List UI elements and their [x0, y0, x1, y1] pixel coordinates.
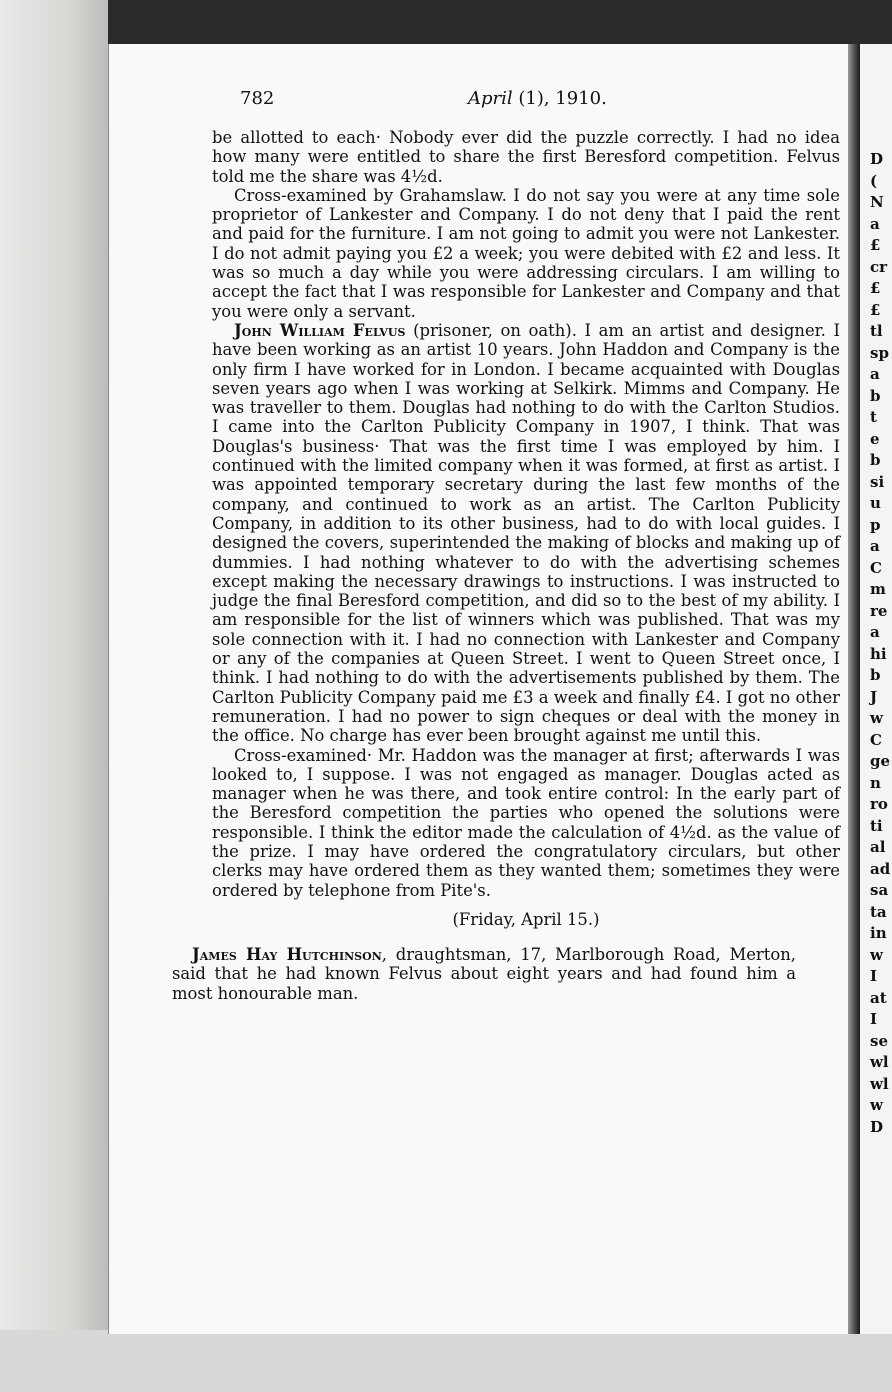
facing-page-letter: C	[870, 558, 882, 577]
facing-page-letter: si	[870, 472, 885, 491]
facing-page-letter: ta	[870, 902, 887, 921]
facing-page-letter: ge	[870, 752, 891, 770]
facing-page-letter: p	[870, 515, 881, 534]
facing-page-letter: b	[870, 666, 881, 684]
facing-page-letter: hi	[870, 644, 887, 663]
facing-page-letter: D	[870, 150, 884, 168]
facing-page-letter: a	[870, 214, 880, 233]
facing-page-letter: a	[870, 365, 880, 383]
facing-page-letter: w	[870, 1096, 883, 1114]
facing-page-letter: wl	[870, 1074, 889, 1093]
facing-page-letter: se	[870, 1031, 888, 1050]
scan-background-top	[0, 0, 892, 48]
facing-page-letter: I	[870, 1010, 878, 1028]
facing-page-letter: in	[870, 924, 887, 942]
facing-page-letter: t	[870, 408, 877, 426]
facing-page-letter: £	[870, 300, 881, 319]
facing-page-letter: ad	[870, 859, 891, 878]
facing-page-letter: m	[870, 580, 886, 598]
running-head-month: April	[468, 88, 513, 109]
facing-page-letter: a	[870, 537, 880, 555]
date-heading: (Friday, April 15.)	[452, 909, 600, 929]
page-header	[240, 88, 840, 114]
facing-page-letter: w	[870, 709, 883, 727]
facing-page-letter: (	[870, 171, 878, 190]
facing-page-letter: b	[870, 451, 881, 469]
facing-page-letter: b	[870, 386, 881, 405]
facing-page-letter: D	[870, 1117, 884, 1136]
facing-page-letter: u	[870, 494, 881, 512]
facing-page-letter: re	[870, 601, 888, 620]
facing-page-letter: wl	[870, 1053, 889, 1071]
running-head-date: (1), 1910.	[512, 88, 607, 109]
facing-page-letter: N	[870, 193, 884, 211]
facing-page-letter: al	[870, 838, 886, 856]
paragraph-felvus-cross-examined: Cross-examined· Mr. Haddon was the manager at first; afterwards I was looked to, I suppose. I was not engaged as manager. Douglas acted as manager when he was there, and took entire control: In the early part of the Beresford competition the parties who opened the solutions were responsible. I think the editor made the calculation of 4½d. as the value of the prize. I may have ordered the congratulatory circulars, but other clerks may have ordered them as they wanted them; sometimes they were ordered by telephone from Pite's.	[212, 745, 840, 900]
hutchinson-testimony-text: , draughtsman, 17, Marlborough Road, Merton, said that he had known Felvus about eight years and had found him a most honourable man.	[172, 945, 796, 1003]
felvus-testimony-text: (prisoner, on oath). I am an artist and designer. I have been working as an artist 10 years. John Haddon and Company is the only firm I have worked for in London. I became acquainted with Douglas seven years ago when I was working at Selkirk. Mimms and Company. He was traveller to them. Douglas had nothing to do with the Carlton Studios. I came into the Carlton Publicity Company in 1907, I think. That was Douglas's business· That was the first time I was employed by him. I continued with the limited company when it was formed, at first as artist. I was appointed temporary secretary during the last few months of the company, and continued to work as an artist. The Carlton Publicity Company, in addition to its other business, had to do with local guides. I designed the covers, superintended the making of blocks and making up of dummies. I had nothing whatever to do with the advertising schemes except making the necessary drawings to instructions. I was instructed to judge the final Beresford competition, and did so to the best of my ability. I am responsible for the list of winners which was published. That was my sole connection with it. I had no connection with Lankester and Company or any of the companies at Queen Street. I went to Queen Street once, I think. I had nothing to do with the advertisements published by them. The Carlton Publicity Company paid me £3 a week and finally £4. I got no other remuneration. I had no power to sign cheques or deal with the money in the office. No charge has ever been brought against me until this.	[212, 320, 840, 746]
scan-background-bottom	[0, 1330, 892, 1392]
paragraph-continuation: be allotted to each· Nobody ever did the puzzle correctly. I had no idea how many were entitled to share the first Beresford competition. Felvus told me the share was 4½d.	[212, 128, 840, 186]
scan-background-left	[0, 0, 108, 1392]
paragraph-felvus-testimony	[212, 321, 840, 746]
facing-page-letter: n	[870, 773, 881, 792]
paragraph-hutchinson-testimony	[172, 945, 796, 1003]
witness-name-hutchinson: James Hay Hutchinson	[192, 945, 382, 965]
page-number: 782	[240, 88, 275, 109]
facing-page-letter: at	[870, 988, 887, 1007]
page-body	[172, 128, 840, 1003]
facing-page-letter: I	[870, 967, 878, 985]
book-gutter	[848, 44, 860, 1334]
facing-page-letter: ro	[870, 795, 888, 813]
facing-page-edge	[860, 44, 892, 1334]
facing-page-letter: w	[870, 945, 883, 964]
facing-page-letter: £	[870, 279, 881, 297]
witness-name-felvus: John William Felvus	[234, 320, 406, 340]
running-head	[468, 88, 607, 109]
facing-page-letter: tl	[870, 322, 883, 340]
facing-page-letter: sa	[870, 881, 889, 899]
facing-page-letter: a	[870, 623, 880, 641]
facing-page-letter: J	[870, 687, 878, 706]
facing-page-letter: £	[870, 236, 881, 254]
paragraph-cross-examination-grahamslaw: Cross-examined by Grahamslaw. I do not say you were at any time sole proprietor of Lankester and Company. I do not deny that I paid the rent and paid for the furniture. I am not going to admit you were not Lankester. I do not admit paying you £2 a week; you were debited with £2 and less. It was so much a day while you were addressing circulars. I am willing to accept the fact that I was responsible for Lankester and Company and that you were only a servant.	[212, 185, 840, 321]
facing-page-letter: ti	[870, 816, 883, 835]
facing-page-letter: cr	[870, 257, 888, 276]
facing-page-letter: C	[870, 730, 882, 749]
facing-page-letter: e	[870, 429, 880, 448]
facing-page-letter: sp	[870, 343, 889, 362]
